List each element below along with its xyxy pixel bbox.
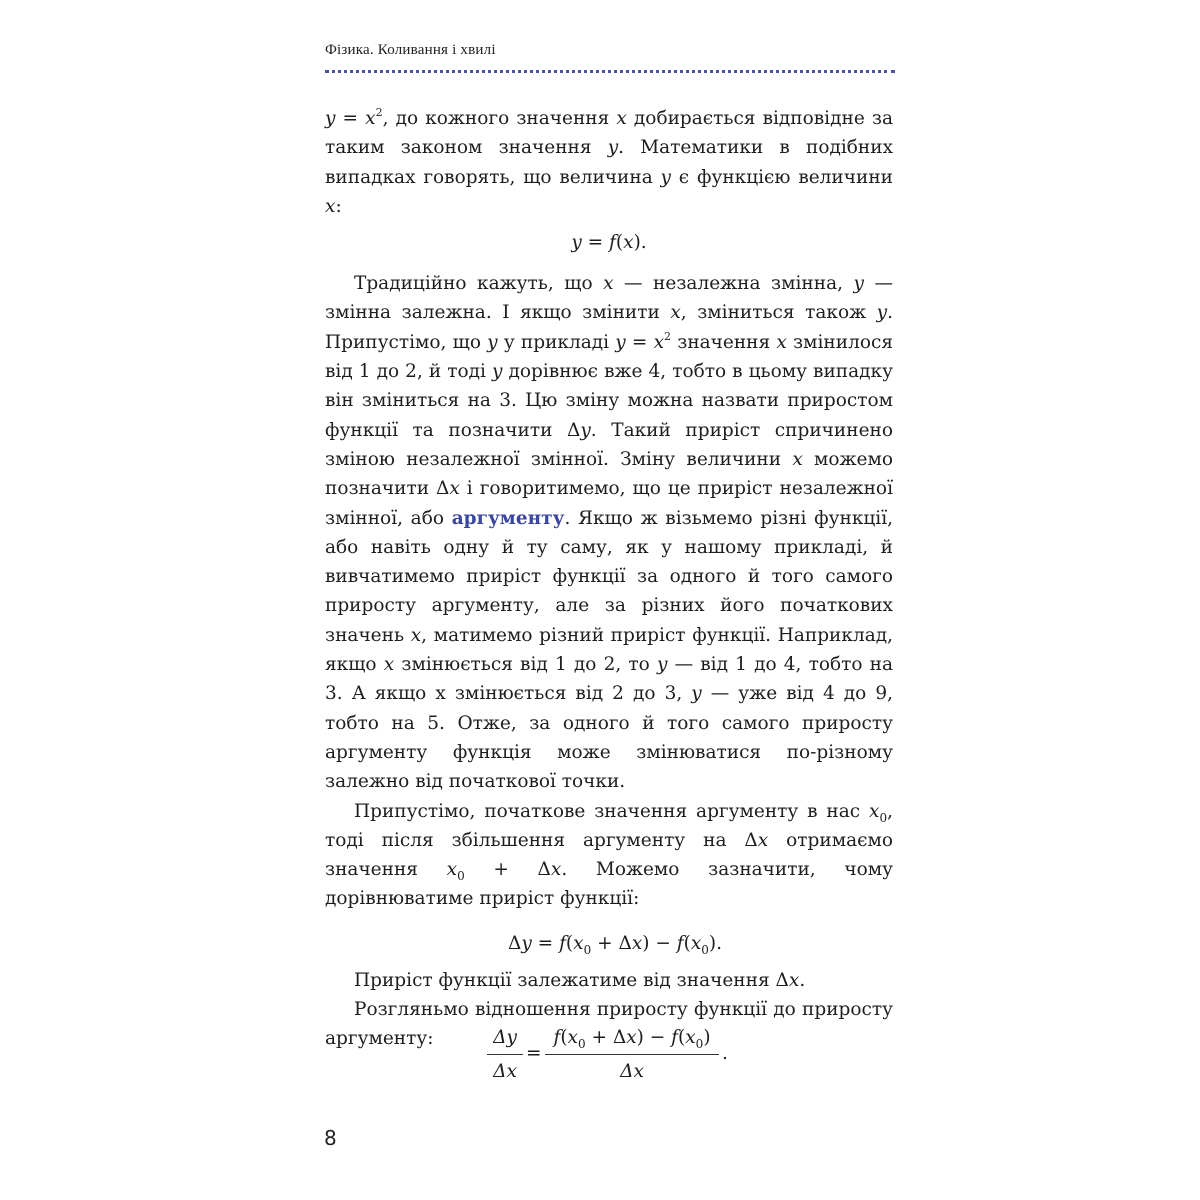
paragraph-initial-value: Припустімо, початкове значення аргументу в нас $x_0$, тоді після збільшення аргументу на Δx отримаємо значення $x_0 + \Delta x$. Можемо зазначити, чому дорівнюватиме приріст функції: (325, 800, 894, 910)
equation-y-equals-f-of-x: y = f(x). (571, 232, 647, 254)
fraction-denominator: Δx (620, 1061, 644, 1082)
paragraph-function-intro: $y = x^2$, до кожного значення x добирається відповідне за таким законом значення y. Математики в подібних випадках говорять, що величина y є функцією величини x: (325, 106, 894, 217)
equals-sign: = (526, 1043, 542, 1064)
paragraph-increment-definition: Традиційно кажуть, що x — незалежна змінна, y — змінна залежна. І якщо змінити x, зміниться також y. Припустімо, що y у прикладі $y = x^2$ значення x змінилося від 1 до 2, й тоді y дорівнює вже 4, тобто в цьому випадку він зміниться на 3. Цю зміну можна назвати приростом функції та позначити Δy. Такий приріст спричинено зміною незалежної змінної. Зміну величини x можемо позначити Δx і говоритимемо, що це приріст незалежної змінної, або аргументу. Якщо ж візьмемо різні функції, або навіть одну й ту саму, як у нашому прикладі, й вивчатимемо приріст функції за одного й того самого приросту аргументу, але за різних його початкових значень x, матимемо різний приріст функції. Наприклад, якщо x змінюється від 1 до 2, то y — від 1 до 4, тобто на 3. А якщо х змінюється від 2 до 3, y — уже від 4 до 9, тобто на 5. Отже, за одного й того самого приросту аргументу функція може змінюватися по-різному залежно від початкової точки. (325, 273, 894, 793)
highlighted-term-argument: аргументу (451, 507, 565, 529)
fraction-bar (487, 1054, 523, 1055)
page-number: 8 (324, 1126, 337, 1150)
equation-difference-quotient (325, 1024, 893, 1086)
fraction-difference-quotient (545, 1024, 719, 1086)
fraction-bar (545, 1054, 719, 1055)
running-header: Фізика. Коливання і хвилі (325, 42, 496, 58)
fraction-delta-y-over-delta-x (487, 1024, 523, 1086)
fraction-numerator: Δy (493, 1027, 517, 1048)
paragraph-ratio-intro: Розгляньмо відношення приросту функції до приросту аргументу: (325, 999, 893, 1050)
equation-period: . (722, 1043, 728, 1064)
fraction-numerator: $f(x_0 + \Delta x) - f(x_0)$ (553, 1027, 711, 1051)
header-dotted-rule (325, 70, 895, 73)
page-body (325, 104, 893, 1054)
fraction-denominator: Δx (493, 1061, 517, 1082)
paragraph-increment-depends: Приріст функції залежатиме від значення Δx. (354, 969, 806, 991)
equation-delta-y: $\Delta y = f(x_0 + \Delta x) - f(x_0)$. (507, 932, 723, 957)
